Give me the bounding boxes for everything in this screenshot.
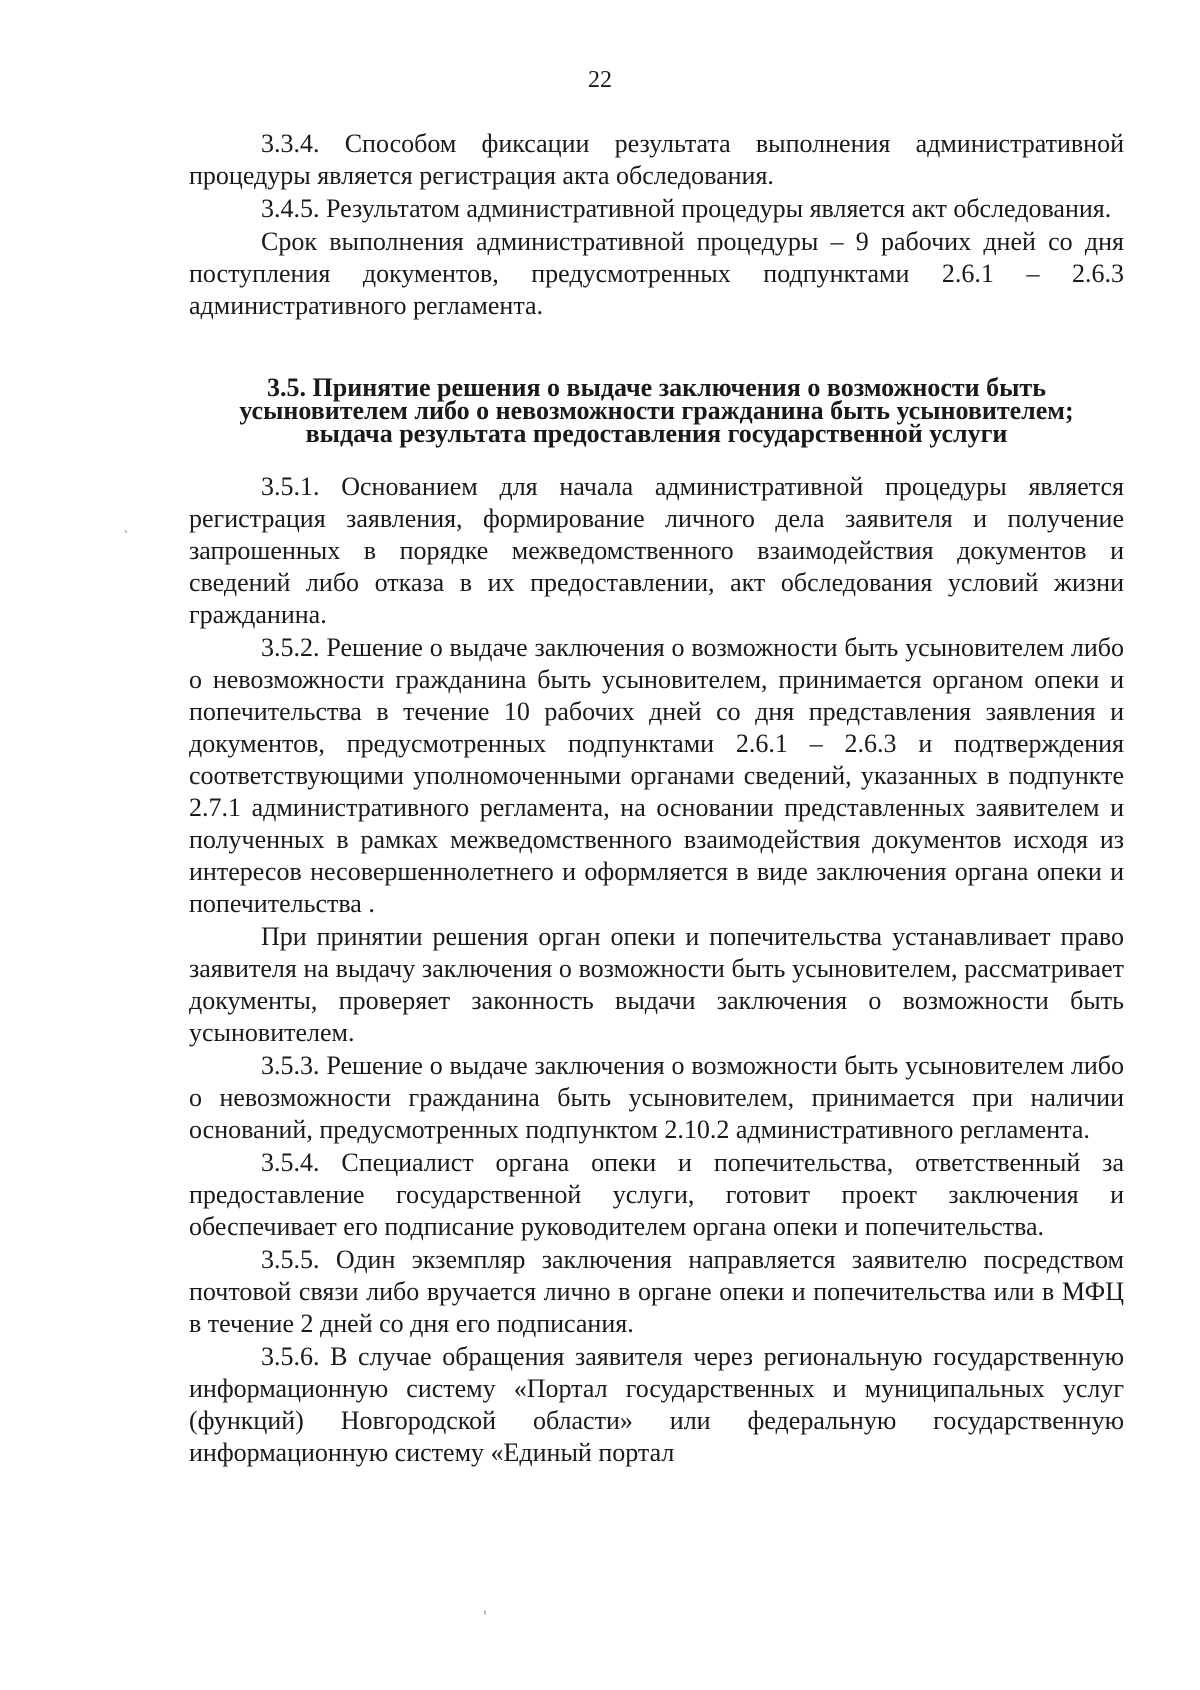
paragraph-3-5-2: 3.5.2. Решение о выдаче заключения о возможности быть усыновителем либо о невозможности гражданина быть усыновителем, принимается органом опеки и попечительства в течение 10 рабочих дней со дня представления заявления и документов, предусмотренных подпунктами 2.6.1 – 2.6.3 и подтверждения соответствующими уполномоченными органами сведений, указанных в подпункте 2.7.1 административного регламента, на основании представленных заявителем и полученных в рамках межведомственного взаимодействия документов исходя из интересов несовершеннолетнего и оформляется в виде заключения органа опеки и попечительства .	[189, 633, 1124, 918]
document-body	[189, 128, 1124, 1469]
paragraph-3-5-3: 3.5.3. Решение о выдаче заключения о возможности быть усыновителем либо о невозможности гражданина быть усыновителем, принимается при наличии оснований, предусмотренных подпунктом 2.10.2 административного регламента.	[189, 1051, 1124, 1144]
paragraph-decision-rights: При принятии решения орган опеки и попечительства устанавливает право заявителя на выдачу заключения о возможности быть усыновителем, рассматривает документы, проверяет законность выдачи заключения о возможности быть усыновителем.	[189, 922, 1124, 1047]
paragraph-3-5-1: 3.5.1. Основанием для начала административной процедуры является регистрация заявления, формирование личного дела заявителя и получение запрошенных в порядке межведомственного взаимодействия документов и сведений либо отказа в их предоставлении, акт обследования условий жизни гражданина.	[189, 472, 1124, 629]
section-heading-3-5	[189, 373, 1124, 448]
paragraph-3-3-4: 3.3.4. Способом фиксации результата выполнения административной процедуры является регистрация акта обследования.	[189, 129, 1124, 190]
page-number: 22	[588, 67, 612, 93]
section-heading-line: усыновителем либо о невозможности гражданина быть усыновителем;	[239, 396, 1074, 425]
section-heading-line: выдача результата предоставления государственной услуги	[305, 419, 1008, 448]
scan-speck	[125, 530, 127, 533]
scan-speck	[484, 1610, 486, 1615]
paragraph-3-5-4: 3.5.4. Специалист органа опеки и попечительства, ответственный за предоставление государственной услуги, готовит проект заключения и обеспечивает его подписание руководителем органа опеки и попечительства.	[189, 1148, 1124, 1241]
paragraph-3-5-5: 3.5.5. Один экземпляр заключения направляется заявителю посредством почтовой связи либо вручается лично в органе опеки и попечительства или в МФЦ в течение 2 дней со дня его подписания.	[189, 1245, 1124, 1338]
section-heading-line: 3.5. Принятие решения о выдаче заключения о возможности быть	[267, 373, 1046, 402]
paragraph-3-4-5: 3.4.5. Результатом административной процедуры является акт обследования.	[261, 194, 1112, 223]
paragraph-deadline: Срок выполнения административной процедуры – 9 рабочих дней со дня поступления документов, предусмотренных подпунктами 2.6.1 – 2.6.3 административного регламента.	[189, 227, 1124, 320]
paragraph-3-5-6: 3.5.6. В случае обращения заявителя через региональную государственную информационную систему «Портал государственных и муниципальных услуг (функций) Новгородской области» или федеральную государственную информационную систему «Единый портал	[189, 1342, 1124, 1467]
